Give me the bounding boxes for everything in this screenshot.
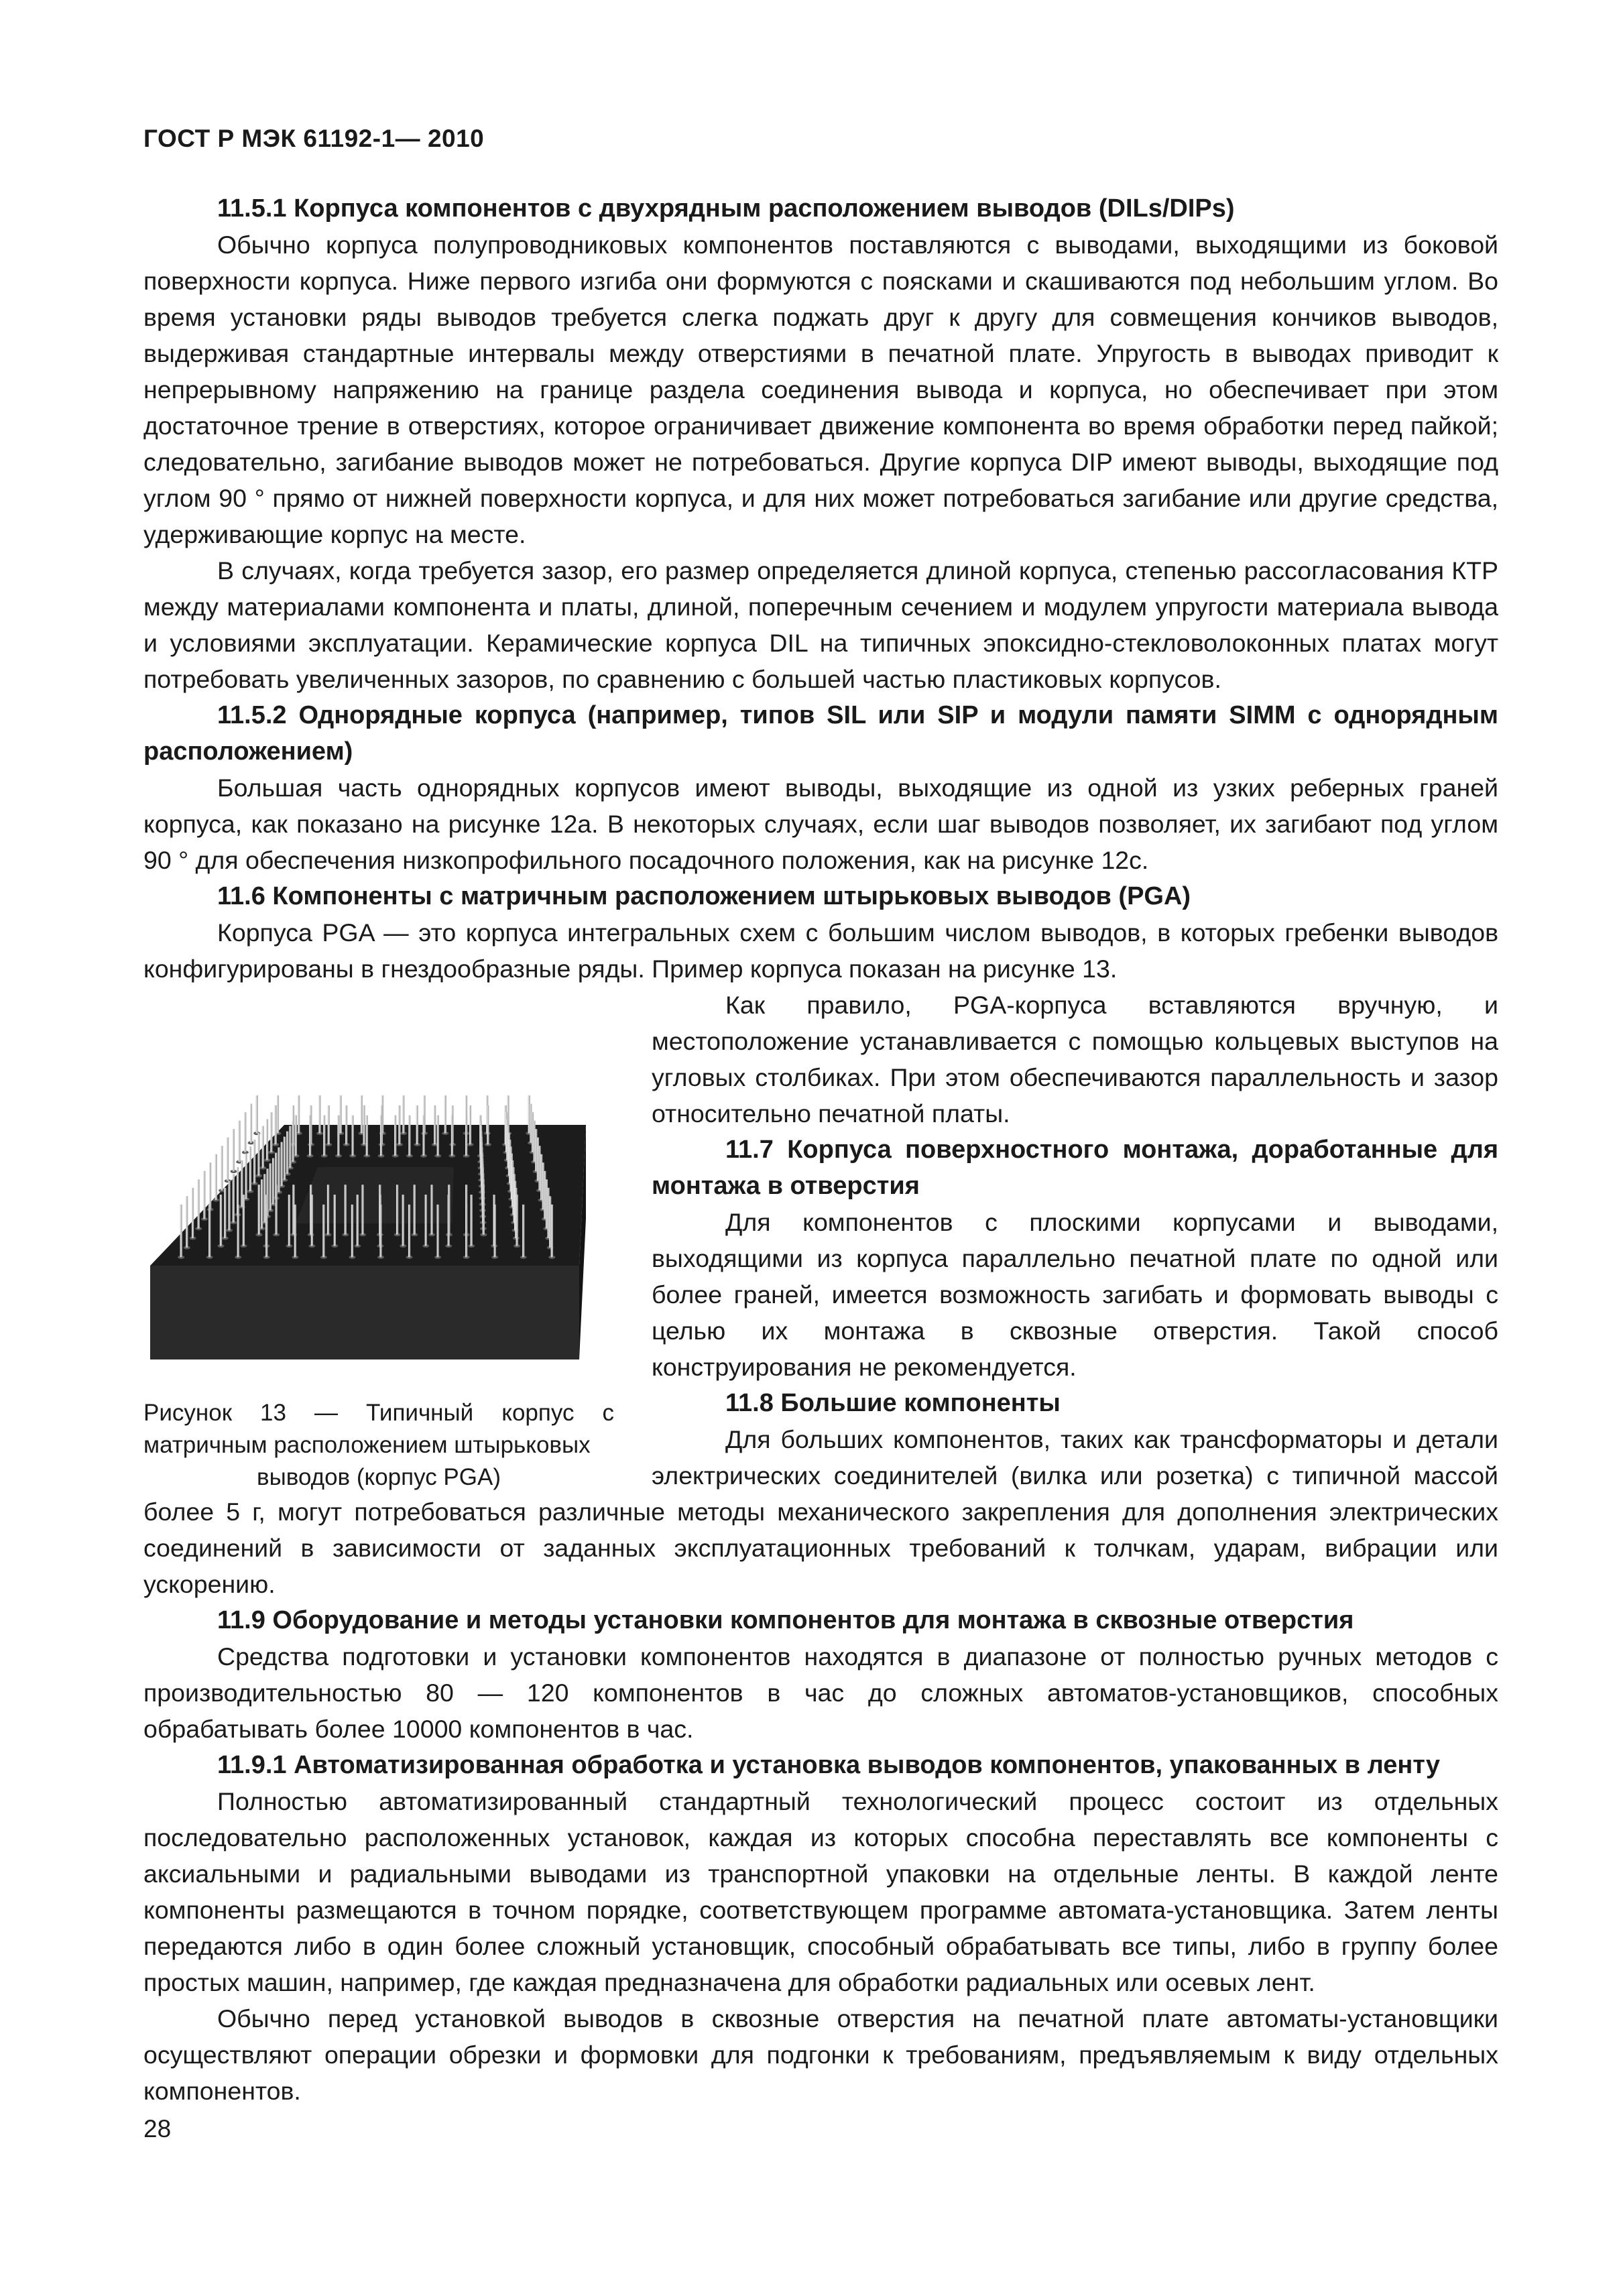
section-heading: 11.5.2 Однорядные корпуса (например, типов SIL или SIP и модули памяти SIMM с однорядным расположением) xyxy=(143,701,1498,766)
section-heading: 11.9 Оборудование и методы установки компонентов для монтажа в сквозные отверстия xyxy=(217,1606,1354,1634)
section-heading: 11.6 Компоненты с матричным расположением штырьковых выводов (PGA) xyxy=(217,882,1191,910)
section-heading-11-7: 11.7 Корпуса поверхностного монтажа, доработанные для монтажа в отверстия xyxy=(652,1136,1498,1200)
section-heading-11-8: 11.8 Большие компоненты xyxy=(725,1389,1061,1417)
page-number: 28 xyxy=(143,2115,172,2142)
paragraph: Корпуса PGA — это корпуса интегральных схем с большим числом выводов, в которых гребенки выводов конфигурированы в гнездообразные ряды. Пример корпуса показан на рисунке 13. xyxy=(143,918,1498,983)
section-11-5-1 xyxy=(143,190,1498,697)
pga-front-face xyxy=(150,1266,579,1360)
page-content xyxy=(143,190,1498,2109)
paragraph: Как правило, PGA-корпуса вставляются вручную, и местоположение устанавливается с помощью кольцевых выступов на угловых столбиках. При этом обеспечиваются параллельность и зазор относительно печатной платы. xyxy=(652,991,1498,1128)
figure-caption-last: выводов (корпус PGA) xyxy=(257,1464,501,1490)
paragraph: Средства подготовки и установки компонентов находятся в диапазоне от полностью ручных методов с производительностью 80 — 120 компонентов в час до сложных автоматов-установщиков, способных обрабатывать более 10000 компонентов в час. xyxy=(143,1642,1498,1743)
figure-caption xyxy=(143,1397,619,1494)
figure-caption-main: Рисунок 13 — Типичный корпус с матричным расположением штырьковых xyxy=(143,1400,614,1458)
section-heading: 11.5.1 Корпуса компонентов с двухрядным расположением выводов (DILs/DIPs) xyxy=(217,194,1235,223)
paragraph: В случаях, когда требуется зазор, его размер определяется длиной корпуса, степенью рассогласования КТР между материалами компонента и платы, длиной, поперечным сечением и модулем упругости материала вывода и условиями эксплуатации. Керамические корпуса DIL на типичных эпоксидно-стекловолоконных платах могут потребовать увеличенных зазоров, по сравнению с большей частью пластиковых корпусов. xyxy=(143,556,1498,693)
section-heading: 11.9.1 Автоматизированная обработка и установка выводов компонентов, упакованных в ленту xyxy=(217,1751,1440,1779)
paragraph: Для компонентов с плоскими корпусами и выводами, выходящими из корпуса параллельно печатной плате по одной или более граней, имеется возможность загибать и формовать выводы с целью их монтажа в сквозные отверстия. Такой способ конструирования не рекомендуется. xyxy=(652,1208,1498,1381)
paragraph: Для больших компонентов, таких как трансформаторы и детали электрических соединителей (вилка или розетка) с типичной массой более 5 г, могут потребоваться различные методы механического закрепления для дополнения электрических соединений в зависимости от заданных эксплуатационных требований к толчкам, ударам, вибрации или ускорению. xyxy=(143,1425,1498,1598)
paragraph: Большая часть однорядных корпусов имеют выводы, выходящие из одной из узких реберных граней корпуса, как показано на рисунке 12a. В некоторых случаях, если шаг выводов позволяет, их загибают под углом 90 ° для обеспечения низкопрофильного посадочного положения, как на рисунке 12c. xyxy=(143,774,1498,874)
paragraph: Обычно корпуса полупроводниковых компонентов поставляются с выводами, выходящими из боковой поверхности корпуса. Ниже первого изгиба они формуются с поясками и скашиваются под небольшим углом. Во время установки ряды выводов требуется слегка поджать друг к другу для совмещения кончиков выводов, выдерживая стандартные интервалы между отверстиями в печатной плате. Упругость в выводах приводит к непрерывному напряжению на границе раздела соединения вывода и корпуса, но обеспечивает при этом достаточное трение в отверстиях, которое ограничивает движение компонента во время обработки перед пайкой; следовательно, загибание выводов может не потребоваться. Другие корпуса DIP имеют выводы, выходящие под углом 90 ° прямо от нижней поверхности корпуса, и для них может потребоваться загибание или другие средства, удерживающие корпус на месте. xyxy=(143,231,1498,548)
section-11-9 xyxy=(143,1602,1498,1747)
paragraph: Обычно перед установкой выводов в сквозные отверстия на печатной плате автоматы-установщики осуществляют операции обрезки и формовки для подгонки к требованиям, предъявляемым к виду отдельных компонентов. xyxy=(143,2004,1498,2105)
pga-cavity xyxy=(296,1167,454,1223)
document-header: ГОСТ Р МЭК 61192-1— 2010 xyxy=(143,125,485,152)
section-11-9-1 xyxy=(143,1747,1498,2109)
pga-package-image xyxy=(150,1024,619,1373)
section-11-6 xyxy=(143,878,1498,987)
section-11-5-2 xyxy=(143,697,1498,878)
paragraph: Полностью автоматизированный стандартный технологический процесс состоит из отдельных последовательно расположенных установок, каждая из которых способна переставлять все компоненты с аксиальными и радиальными выводами из транспортной упаковки на отдельные ленты. В каждой ленте компоненты размещаются в точном порядке, соответствующем программе автомата-установщика. Затем ленты передаются либо в один более сложный установщик, способный обрабатывать все типы, либо в группу более простых машин, например, где каждая предназначена для обработки радиальных или осевых лент. xyxy=(143,1787,1498,1996)
figure-13 xyxy=(143,1008,619,1494)
